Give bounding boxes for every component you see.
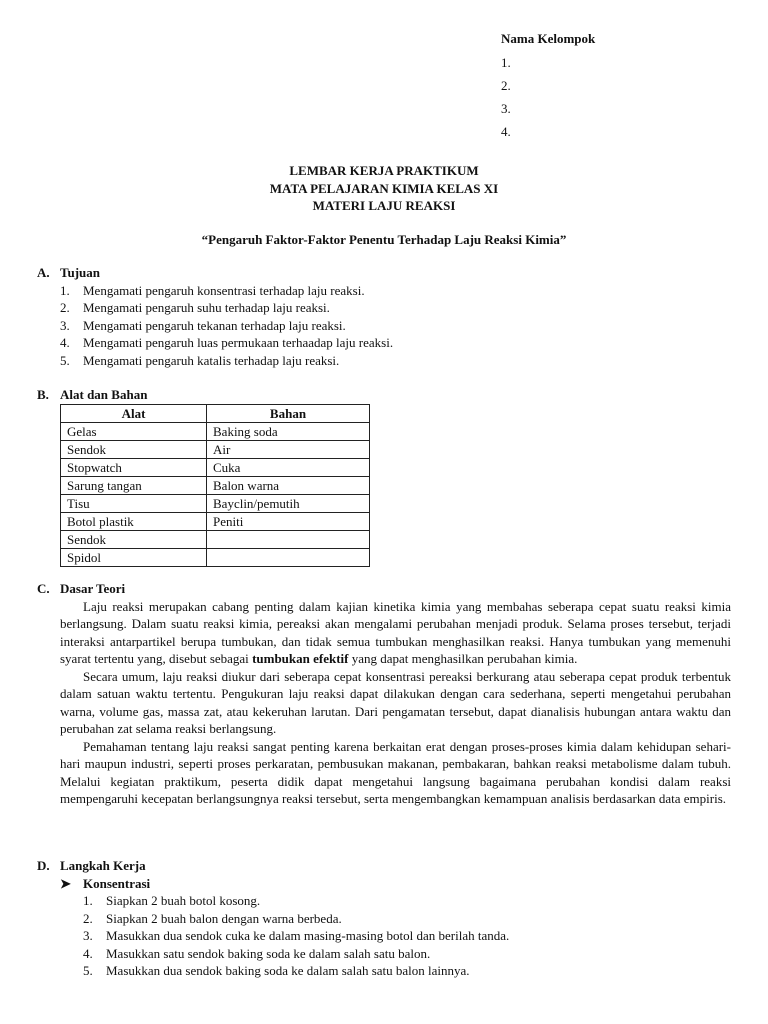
- document-header: [0, 162, 768, 215]
- section-letter: A.: [37, 265, 50, 280]
- list-item-text: Mengamati pengaruh tekanan terhadap laju reaksi.: [83, 317, 346, 333]
- table-cell: Balon warna: [207, 476, 370, 494]
- table-cell: Air: [207, 440, 370, 458]
- section-heading: [37, 386, 731, 404]
- list-item: 3. Masukkan dua sendok cuka ke dalam masing-masing botol dan berilah tanda.: [83, 928, 510, 943]
- tujuan-list: [37, 282, 731, 370]
- section-dasar-teori: [37, 580, 731, 808]
- theory-text: [37, 598, 731, 808]
- table-row: [61, 548, 370, 566]
- table-cell: Spidol: [61, 548, 207, 566]
- column-header-alat: Alat: [61, 404, 207, 422]
- list-item: 5. Masukkan dua sendok baking soda ke dalam salah satu balon lainnya.: [83, 963, 470, 978]
- table-row: [61, 512, 370, 530]
- alat-bahan-table: [60, 404, 370, 567]
- list-item-text: Mengamati pengaruh suhu terhadap laju reaksi.: [83, 300, 330, 315]
- table-row: [61, 440, 370, 458]
- section-langkah-kerja: [37, 857, 731, 980]
- group-name-block: [501, 30, 595, 146]
- list-item-text: Masukkan satu sendok baking soda ke dalam salah satu balon.: [106, 945, 431, 961]
- theory-paragraph-1: [60, 598, 731, 668]
- section-title: Alat dan Bahan: [60, 387, 148, 402]
- header-line-3: MATERI LAJU REAKSI: [312, 198, 456, 213]
- list-item: 5. Mengamati pengaruh katalis terhadap laju reaksi.: [60, 352, 340, 368]
- list-item: 2. Siapkan 2 buah balon dengan warna berbeda.: [83, 910, 342, 926]
- table-cell: Cuka: [207, 458, 370, 476]
- table-row: [61, 422, 370, 440]
- group-name-title: Nama Kelompok: [501, 31, 596, 46]
- section-title: Dasar Teori: [60, 581, 126, 596]
- subsection-heading: [37, 875, 731, 893]
- group-member-number: 4.: [501, 123, 511, 139]
- table-cell: Gelas: [61, 422, 207, 440]
- list-item-text: Mengamati pengaruh katalis terhadap laju reaksi.: [83, 352, 340, 368]
- table-cell: Bayclin/pemutih: [207, 494, 370, 512]
- theory-paragraph-3: Pemahaman tentang laju reaksi sangat penting karena berkaitan erat dengan proses-proses kimia dalam kehidupan sehari-hari maupun industri, seperti proses perkaratan, pembusukan makanan, pembakaran, bahkan reaksi metabolisme dalam tubuh. Melalui kegiatan praktikum, peserta didik dapat mengetahui langsung bagaimana perubahan kondisi dalam reaksi mempengaruhi kecepatan berlangsungnya reaksi tersebut, serta mengembangkan kemampuan analisis berdasarkan data empiris.: [60, 738, 731, 806]
- section-heading: [37, 580, 731, 598]
- list-item-text: Siapkan 2 buah botol kosong.: [106, 893, 261, 908]
- header-line-1: LEMBAR KERJA PRAKTIKUM: [289, 163, 479, 178]
- group-member-number: 2.: [501, 77, 511, 93]
- table-cell: Sendok: [61, 530, 207, 548]
- group-member-number: 3.: [501, 100, 511, 116]
- table-cell: Baking soda: [207, 422, 370, 440]
- table-cell: Peniti: [207, 512, 370, 530]
- bold-term: tumbukan efektif: [252, 651, 349, 666]
- section-letter: B.: [37, 387, 49, 402]
- list-item: 4. Mengamati pengaruh luas permukaan terhaadap laju reaksi.: [60, 335, 394, 350]
- table-cell: Sarung tangan: [61, 476, 207, 494]
- table-cell: Botol plastik: [61, 512, 207, 530]
- header-line-2: MATA PELAJARAN KIMIA KELAS XI: [269, 180, 499, 196]
- table-cell: Stopwatch: [61, 458, 207, 476]
- document-subtitle: “Pengaruh Faktor-Faktor Penentu Terhadap Laju Reaksi Kimia”: [201, 232, 567, 247]
- table-row: [61, 494, 370, 512]
- subsection-title: Konsentrasi: [83, 875, 151, 891]
- paragraph-text: Laju reaksi merupakan cabang penting dalam kajian kinetika kimia yang membahas seberapa cepat suatu reaksi kimia berlangsung. Dalam suatu reaksi kimia, pereaksi akan mengalami perubahan menjadi produk. Selama proses tersebut, terjadi interaksi antarpartikel berupa tumbukan, dan tidak semua tumbukan menghasilkan reaksi. Hanya tumbukan yang memenuhi syarat tertentu yang, disebut sebagai: [60, 598, 731, 666]
- list-item: 3. Mengamati pengaruh tekanan terhadap laju reaksi.: [60, 317, 346, 333]
- list-item-text: Mengamati pengaruh konsentrasi terhadap laju reaksi.: [83, 282, 365, 298]
- list-item: 1. Siapkan 2 buah botol kosong.: [83, 893, 261, 908]
- table-row: [61, 458, 370, 476]
- table-cell: Tisu: [61, 494, 207, 512]
- list-item-text: Masukkan dua sendok baking soda ke dalam salah satu balon lainnya.: [106, 963, 470, 978]
- table-header-row: [61, 404, 370, 422]
- theory-paragraph-2: Secara umum, laju reaksi diukur dari seberapa cepat konsentrasi pereaksi berkurang atau seberapa cepat produk terbentuk dalam satuan waktu tertentu. Pengukuran laju reaksi dapat dilakukan dengan cara sederhana, seperti mengetahui perubahan warna, volume gas, massa zat, atau kekeruhan larutan. Dari pengamatan tersebut, dapat dianalisis hubungan antara waktu dan perubahan zat selama reaksi berlangsung.: [60, 668, 731, 736]
- list-item: 1. Mengamati pengaruh konsentrasi terhadap laju reaksi.: [60, 282, 365, 298]
- table-cell: [207, 548, 370, 566]
- table-cell: [207, 530, 370, 548]
- steps-list: [37, 892, 731, 980]
- section-title: Tujuan: [60, 265, 100, 280]
- section-heading: [37, 857, 731, 875]
- section-heading: [37, 264, 731, 282]
- paragraph-text: yang dapat menghasilkan perubahan kimia.: [348, 651, 578, 666]
- section-letter: D.: [37, 858, 50, 873]
- group-member-number: 1.: [501, 54, 511, 70]
- list-item-text: Masukkan dua sendok cuka ke dalam masing-masing botol dan berilah tanda.: [106, 928, 510, 943]
- section-tujuan: [37, 264, 731, 369]
- list-item: 4. Masukkan satu sendok baking soda ke dalam salah satu balon.: [83, 945, 431, 961]
- list-item-text: Mengamati pengaruh luas permukaan terhaadap laju reaksi.: [83, 335, 394, 350]
- column-header-bahan: Bahan: [207, 404, 370, 422]
- list-item: 2. Mengamati pengaruh suhu terhadap laju reaksi.: [60, 300, 330, 315]
- list-item-text: Siapkan 2 buah balon dengan warna berbeda.: [106, 910, 342, 926]
- table-row: [61, 476, 370, 494]
- section-letter: C.: [37, 581, 50, 596]
- table-cell: Sendok: [61, 440, 207, 458]
- table-row: [61, 530, 370, 548]
- section-title: Langkah Kerja: [60, 858, 146, 873]
- section-alat-bahan: [37, 386, 731, 567]
- arrow-bullet-icon: ➤: [60, 875, 71, 891]
